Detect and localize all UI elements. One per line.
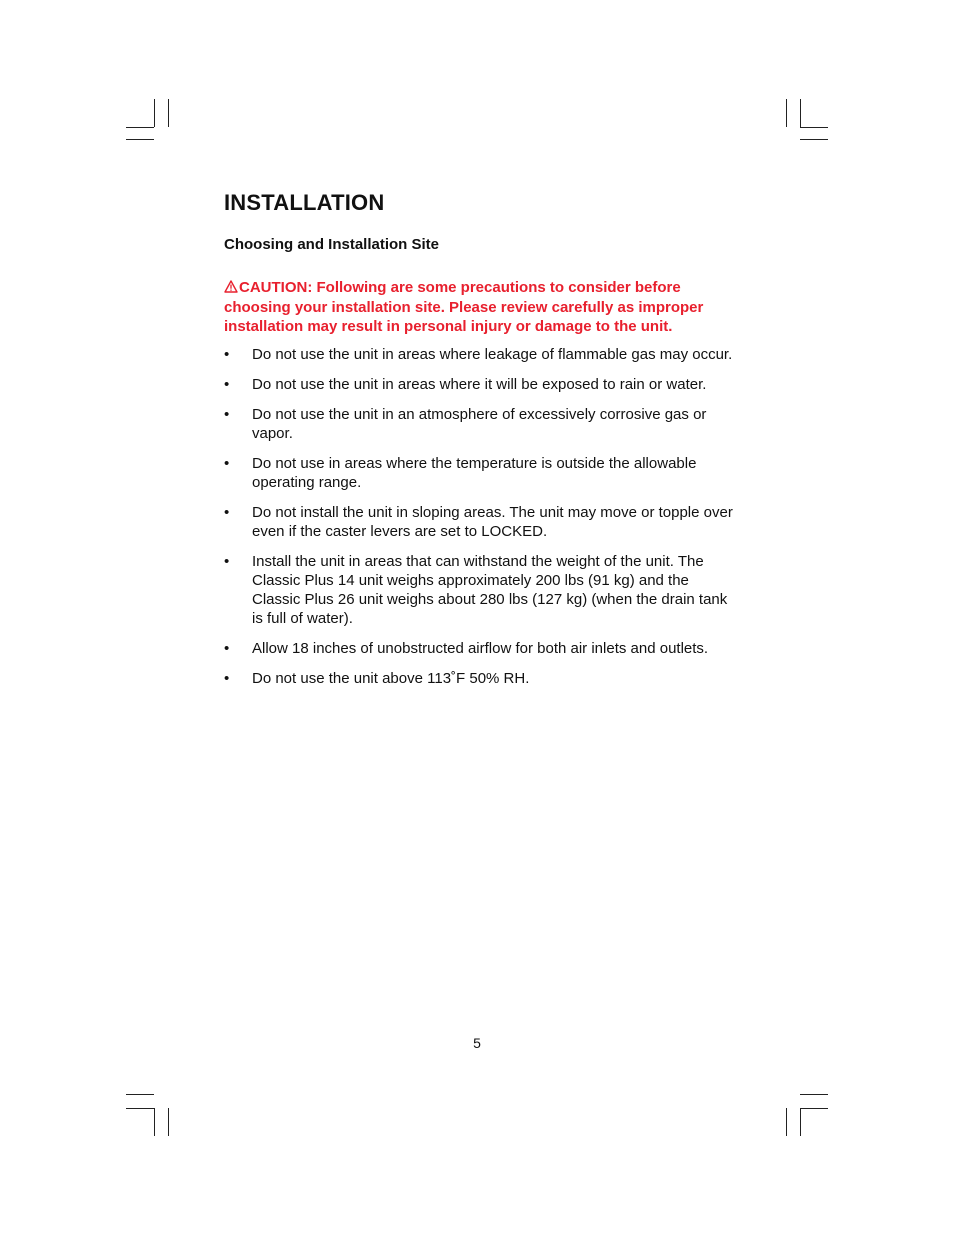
bullet-icon: •: [224, 455, 230, 472]
list-item: [224, 345, 734, 364]
crop-mark-bottom-left-v2: [168, 1108, 169, 1136]
list-item-text: Do not use in areas where the temperature is outside the allowable operating range.: [252, 455, 697, 491]
crop-mark-bottom-right-h1: [800, 1094, 828, 1095]
list-item: [224, 552, 734, 628]
warning-triangle-icon: [224, 279, 238, 298]
crop-mark-top-left-h2: [126, 139, 154, 140]
bullet-icon: •: [224, 504, 230, 521]
list-item-text: Install the unit in areas that can withstand the weight of the unit. The Classic Plus 14 unit weighs approximately 200 lbs (91 kg) and the Classic Plus 26 unit weighs about 280 lbs (127 kg) (when the drain tank is full of water).: [252, 553, 728, 627]
crop-mark-top-right-h1: [800, 127, 828, 128]
list-item-text: Do not use the unit above 113˚F 50% RH.: [252, 670, 530, 687]
bullet-icon: •: [224, 553, 230, 570]
crop-mark-bottom-left-v1: [154, 1108, 155, 1136]
page-title: INSTALLATION: [224, 190, 385, 215]
list-item-text: Do not install the unit in sloping areas. The unit may move or topple over even if the caster levers are set to LOCKED.: [252, 504, 733, 540]
list-item-text: Do not use the unit in an atmosphere of excessively corrosive gas or vapor.: [252, 406, 707, 442]
list-item: [224, 454, 734, 492]
list-item: [224, 405, 734, 443]
crop-mark-bottom-left-h1: [126, 1094, 154, 1095]
bullet-icon: •: [224, 406, 230, 423]
crop-mark-bottom-left-h2: [126, 1108, 154, 1109]
list-item: [224, 503, 734, 541]
bullet-icon: •: [224, 346, 230, 363]
bullet-icon: •: [224, 640, 230, 657]
list-item: [224, 639, 734, 658]
list-item-text: Do not use the unit in areas where it will be exposed to rain or water.: [252, 376, 707, 393]
crop-mark-top-right-v1: [786, 99, 787, 127]
page-number: 5: [473, 1035, 481, 1051]
crop-mark-top-left-h1: [126, 127, 154, 128]
list-item-text: Allow 18 inches of unobstructed airflow for both air inlets and outlets.: [252, 640, 709, 657]
crop-mark-top-right-h2: [800, 139, 828, 140]
list-item-text: Do not use the unit in areas where leakage of flammable gas may occur.: [252, 346, 733, 363]
crop-mark-bottom-right-v1: [786, 1108, 787, 1136]
bullet-icon: •: [224, 670, 230, 687]
caution-notice: [224, 278, 734, 336]
crop-mark-bottom-right-h2: [800, 1108, 828, 1109]
crop-mark-top-left-v1: [154, 99, 155, 127]
list-item: [224, 375, 734, 394]
section-subtitle: Choosing and Installation Site: [224, 236, 440, 253]
crop-mark-top-right-v2: [800, 99, 801, 127]
caution-text: CAUTION: Following are some precautions to consider before choosing your installation site. Please review carefully as improper installation may result in personal injury or damage to the unit.: [224, 279, 704, 335]
bullet-icon: •: [224, 376, 230, 393]
precautions-list: [224, 345, 734, 699]
list-item: [224, 669, 734, 688]
crop-mark-bottom-right-v2: [800, 1108, 801, 1136]
crop-mark-top-left-v2: [168, 99, 169, 127]
